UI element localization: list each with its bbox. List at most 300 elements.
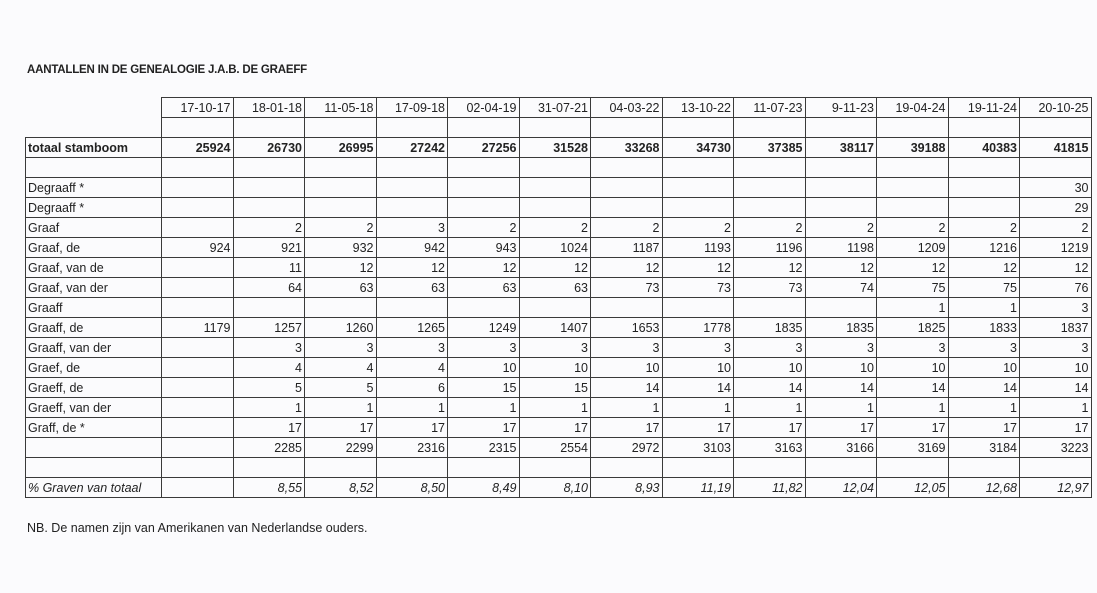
date-header: 17-09-18: [376, 98, 448, 118]
value-cell: 2: [734, 218, 806, 238]
value-cell: [948, 458, 1020, 478]
value-cell: 17: [448, 418, 520, 438]
table-row: [26, 178, 1092, 198]
table-row: [26, 418, 1092, 438]
value-cell: 1: [877, 298, 949, 318]
value-cell: 27242: [376, 138, 448, 158]
value-cell: 3163: [734, 438, 806, 458]
value-cell: 11,19: [662, 478, 734, 498]
value-cell: 3: [734, 338, 806, 358]
row-label: Graaf, van der: [26, 278, 162, 298]
value-cell: 3: [591, 338, 663, 358]
table-row: [26, 298, 1092, 318]
table-row: [26, 198, 1092, 218]
value-cell: 3: [233, 338, 305, 358]
value-cell: [448, 178, 520, 198]
value-cell: 1: [233, 398, 305, 418]
value-cell: [162, 458, 234, 478]
value-cell: [948, 178, 1020, 198]
value-cell: 8,93: [591, 478, 663, 498]
value-cell: [1020, 118, 1092, 138]
value-cell: [162, 158, 234, 178]
value-cell: 75: [948, 278, 1020, 298]
table-row: [26, 258, 1092, 278]
value-cell: 2: [877, 218, 949, 238]
value-cell: 8,52: [305, 478, 377, 498]
row-label: Graaff, van der: [26, 338, 162, 358]
value-cell: [448, 118, 520, 138]
date-header: 31-07-21: [519, 98, 591, 118]
value-cell: 40383: [948, 138, 1020, 158]
value-cell: [662, 298, 734, 318]
value-cell: [948, 118, 1020, 138]
value-cell: [376, 198, 448, 218]
value-cell: [448, 198, 520, 218]
value-cell: [805, 118, 877, 138]
date-header: 04-03-22: [591, 98, 663, 118]
row-label: Graaf, van de: [26, 258, 162, 278]
value-cell: 3169: [877, 438, 949, 458]
value-cell: [233, 298, 305, 318]
value-cell: [448, 298, 520, 318]
value-cell: [376, 458, 448, 478]
value-cell: 17: [1020, 418, 1092, 438]
value-cell: 17: [948, 418, 1020, 438]
value-cell: 3223: [1020, 438, 1092, 458]
value-cell: [591, 198, 663, 218]
value-cell: 75: [877, 278, 949, 298]
value-cell: 76: [1020, 278, 1092, 298]
value-cell: 1: [948, 398, 1020, 418]
value-cell: 10: [734, 358, 806, 378]
value-cell: 5: [305, 378, 377, 398]
value-cell: [448, 158, 520, 178]
value-cell: [1020, 158, 1092, 178]
value-cell: 4: [376, 358, 448, 378]
value-cell: 14: [734, 378, 806, 398]
value-cell: [805, 198, 877, 218]
row-label: Graaff, de: [26, 318, 162, 338]
value-cell: 3103: [662, 438, 734, 458]
value-cell: 2: [662, 218, 734, 238]
value-cell: 10: [1020, 358, 1092, 378]
value-cell: 2299: [305, 438, 377, 458]
value-cell: [519, 198, 591, 218]
value-cell: 924: [162, 238, 234, 258]
value-cell: 12,04: [805, 478, 877, 498]
value-cell: 1837: [1020, 318, 1092, 338]
table-row: [26, 138, 1092, 158]
corner-cell: [26, 98, 162, 118]
value-cell: 2: [591, 218, 663, 238]
value-cell: 12,05: [877, 478, 949, 498]
value-cell: 3: [376, 218, 448, 238]
value-cell: [162, 338, 234, 358]
value-cell: 932: [305, 238, 377, 258]
value-cell: [805, 458, 877, 478]
value-cell: 1179: [162, 318, 234, 338]
row-label: Degraaff *: [26, 198, 162, 218]
value-cell: 2: [948, 218, 1020, 238]
value-cell: 1209: [877, 238, 949, 258]
value-cell: [305, 198, 377, 218]
value-cell: 3: [376, 338, 448, 358]
value-cell: 17: [805, 418, 877, 438]
value-cell: 31528: [519, 138, 591, 158]
value-cell: 10: [662, 358, 734, 378]
value-cell: 2285: [233, 438, 305, 458]
value-cell: 3: [1020, 338, 1092, 358]
row-label: Graeff, de: [26, 378, 162, 398]
table-row: [26, 458, 1092, 478]
value-cell: 1778: [662, 318, 734, 338]
row-label: Graeff, van der: [26, 398, 162, 418]
value-cell: [233, 458, 305, 478]
value-cell: [662, 178, 734, 198]
row-label: Graff, de *: [26, 418, 162, 438]
value-cell: 12: [805, 258, 877, 278]
value-cell: 2: [448, 218, 520, 238]
value-cell: 14: [805, 378, 877, 398]
value-cell: [948, 158, 1020, 178]
value-cell: 1260: [305, 318, 377, 338]
value-cell: 12: [305, 258, 377, 278]
value-cell: 10: [805, 358, 877, 378]
value-cell: 1: [1020, 398, 1092, 418]
value-cell: [519, 178, 591, 198]
value-cell: [233, 118, 305, 138]
value-cell: 12: [519, 258, 591, 278]
row-label: [26, 438, 162, 458]
value-cell: 3: [805, 338, 877, 358]
value-cell: 2: [305, 218, 377, 238]
value-cell: 27256: [448, 138, 520, 158]
value-cell: [591, 298, 663, 318]
value-cell: 1219: [1020, 238, 1092, 258]
value-cell: 17: [734, 418, 806, 438]
value-cell: [162, 118, 234, 138]
value-cell: 12: [948, 258, 1020, 278]
value-cell: 1216: [948, 238, 1020, 258]
table-row: [26, 238, 1092, 258]
value-cell: 1: [591, 398, 663, 418]
value-cell: [162, 438, 234, 458]
row-label: % Graven van totaal: [26, 478, 162, 498]
value-cell: [305, 178, 377, 198]
value-cell: 1835: [805, 318, 877, 338]
value-cell: 37385: [734, 138, 806, 158]
value-cell: 30: [1020, 178, 1092, 198]
value-cell: [162, 258, 234, 278]
value-cell: 1: [877, 398, 949, 418]
value-cell: [305, 118, 377, 138]
value-cell: [162, 178, 234, 198]
value-cell: 1: [948, 298, 1020, 318]
table-row: [26, 158, 1092, 178]
value-cell: 12: [662, 258, 734, 278]
value-cell: [1020, 458, 1092, 478]
value-cell: 12: [448, 258, 520, 278]
date-header: 18-01-18: [233, 98, 305, 118]
value-cell: [162, 478, 234, 498]
document-title: AANTALLEN IN DE GENEALOGIE J.A.B. DE GRAEFF: [27, 64, 307, 76]
value-cell: 1825: [877, 318, 949, 338]
value-cell: 3184: [948, 438, 1020, 458]
table-row: [26, 438, 1092, 458]
value-cell: [734, 178, 806, 198]
value-cell: [305, 458, 377, 478]
value-cell: [734, 458, 806, 478]
value-cell: 3: [1020, 298, 1092, 318]
date-header: 11-05-18: [305, 98, 377, 118]
value-cell: 1: [376, 398, 448, 418]
value-cell: 34730: [662, 138, 734, 158]
table-row: [26, 218, 1092, 238]
value-cell: [162, 358, 234, 378]
value-cell: 3: [662, 338, 734, 358]
value-cell: 14: [591, 378, 663, 398]
value-cell: [734, 198, 806, 218]
value-cell: 11,82: [734, 478, 806, 498]
value-cell: [162, 418, 234, 438]
value-cell: 64: [233, 278, 305, 298]
value-cell: [162, 218, 234, 238]
value-cell: 8,49: [448, 478, 520, 498]
value-cell: 1257: [233, 318, 305, 338]
value-cell: 63: [305, 278, 377, 298]
date-header: 02-04-19: [448, 98, 520, 118]
value-cell: 8,10: [519, 478, 591, 498]
value-cell: 15: [519, 378, 591, 398]
value-cell: 38117: [805, 138, 877, 158]
row-label: Graef, de: [26, 358, 162, 378]
value-cell: 3: [305, 338, 377, 358]
value-cell: 3: [948, 338, 1020, 358]
value-cell: 5: [233, 378, 305, 398]
value-cell: 1: [305, 398, 377, 418]
value-cell: 14: [877, 378, 949, 398]
date-header: 20-10-25: [1020, 98, 1092, 118]
value-cell: [376, 178, 448, 198]
row-label: [26, 118, 162, 138]
value-cell: [448, 458, 520, 478]
table-row: [26, 378, 1092, 398]
value-cell: 6: [376, 378, 448, 398]
row-label: Graaf: [26, 218, 162, 238]
value-cell: [805, 178, 877, 198]
table-row: [26, 278, 1092, 298]
value-cell: 14: [948, 378, 1020, 398]
date-header: 11-07-23: [734, 98, 806, 118]
value-cell: [734, 298, 806, 318]
date-header: 19-04-24: [877, 98, 949, 118]
value-cell: 1: [448, 398, 520, 418]
value-cell: 1193: [662, 238, 734, 258]
value-cell: 10: [519, 358, 591, 378]
value-cell: [877, 458, 949, 478]
value-cell: 17: [662, 418, 734, 438]
value-cell: 10: [591, 358, 663, 378]
value-cell: 39188: [877, 138, 949, 158]
value-cell: 17: [233, 418, 305, 438]
value-cell: 2: [233, 218, 305, 238]
value-cell: 63: [376, 278, 448, 298]
value-cell: 15: [448, 378, 520, 398]
value-cell: 1024: [519, 238, 591, 258]
value-cell: 10: [448, 358, 520, 378]
row-label: Degraaff *: [26, 178, 162, 198]
value-cell: 74: [805, 278, 877, 298]
value-cell: 12,68: [948, 478, 1020, 498]
value-cell: 10: [877, 358, 949, 378]
value-cell: [591, 458, 663, 478]
value-cell: 12: [877, 258, 949, 278]
value-cell: 1407: [519, 318, 591, 338]
value-cell: 17: [591, 418, 663, 438]
table-row: [26, 358, 1092, 378]
genealogy-counts-table: [25, 97, 1092, 498]
value-cell: 10: [948, 358, 1020, 378]
value-cell: 3: [448, 338, 520, 358]
value-cell: 29: [1020, 198, 1092, 218]
value-cell: 26995: [305, 138, 377, 158]
value-cell: 63: [448, 278, 520, 298]
value-cell: [805, 298, 877, 318]
value-cell: [233, 178, 305, 198]
value-cell: 1196: [734, 238, 806, 258]
row-label: [26, 158, 162, 178]
value-cell: [662, 198, 734, 218]
footnote: NB. De namen zijn van Amerikanen van Nederlandse ouders.: [27, 521, 368, 535]
value-cell: 41815: [1020, 138, 1092, 158]
table-row: [26, 318, 1092, 338]
value-cell: 2316: [376, 438, 448, 458]
value-cell: [162, 398, 234, 418]
table-row: [26, 338, 1092, 358]
value-cell: [662, 118, 734, 138]
value-cell: 17: [877, 418, 949, 438]
value-cell: 12: [1020, 258, 1092, 278]
value-cell: [233, 198, 305, 218]
value-cell: [948, 198, 1020, 218]
value-cell: [519, 118, 591, 138]
value-cell: [233, 158, 305, 178]
value-cell: [805, 158, 877, 178]
value-cell: 73: [591, 278, 663, 298]
row-label: [26, 458, 162, 478]
value-cell: 12,97: [1020, 478, 1092, 498]
value-cell: 73: [734, 278, 806, 298]
value-cell: 1187: [591, 238, 663, 258]
value-cell: 8,55: [233, 478, 305, 498]
row-label: Graaff: [26, 298, 162, 318]
value-cell: 25924: [162, 138, 234, 158]
value-cell: [877, 158, 949, 178]
value-cell: 2: [1020, 218, 1092, 238]
value-cell: 4: [233, 358, 305, 378]
value-cell: 2972: [591, 438, 663, 458]
value-cell: 2554: [519, 438, 591, 458]
value-cell: 943: [448, 238, 520, 258]
value-cell: 1: [662, 398, 734, 418]
value-cell: [591, 158, 663, 178]
value-cell: [519, 298, 591, 318]
value-cell: 1835: [734, 318, 806, 338]
value-cell: 26730: [233, 138, 305, 158]
value-cell: 4: [305, 358, 377, 378]
value-cell: 2: [519, 218, 591, 238]
value-cell: [734, 158, 806, 178]
value-cell: [162, 378, 234, 398]
value-cell: 1249: [448, 318, 520, 338]
value-cell: 3: [519, 338, 591, 358]
value-cell: 17: [305, 418, 377, 438]
value-cell: 17: [519, 418, 591, 438]
value-cell: [305, 158, 377, 178]
table-row: [26, 118, 1092, 138]
value-cell: 11: [233, 258, 305, 278]
value-cell: [305, 298, 377, 318]
value-cell: 1: [519, 398, 591, 418]
value-cell: 1833: [948, 318, 1020, 338]
value-cell: 12: [734, 258, 806, 278]
table-row: [26, 478, 1092, 498]
value-cell: [662, 158, 734, 178]
value-cell: [662, 458, 734, 478]
value-cell: [877, 118, 949, 138]
row-label: Graaf, de: [26, 238, 162, 258]
value-cell: 2: [805, 218, 877, 238]
value-cell: 1653: [591, 318, 663, 338]
value-cell: 12: [591, 258, 663, 278]
value-cell: [519, 158, 591, 178]
value-cell: 1: [734, 398, 806, 418]
value-cell: [376, 158, 448, 178]
value-cell: 1198: [805, 238, 877, 258]
value-cell: 73: [662, 278, 734, 298]
value-cell: 8,50: [376, 478, 448, 498]
value-cell: [162, 278, 234, 298]
value-cell: [376, 118, 448, 138]
table-row: [26, 398, 1092, 418]
value-cell: 921: [233, 238, 305, 258]
value-cell: [877, 198, 949, 218]
value-cell: [162, 198, 234, 218]
header-row: [26, 98, 1092, 118]
value-cell: [877, 178, 949, 198]
date-header: 13-10-22: [662, 98, 734, 118]
value-cell: [591, 178, 663, 198]
value-cell: 1265: [376, 318, 448, 338]
value-cell: 12: [376, 258, 448, 278]
value-cell: 1: [805, 398, 877, 418]
value-cell: [162, 298, 234, 318]
value-cell: 17: [376, 418, 448, 438]
value-cell: 3: [877, 338, 949, 358]
value-cell: 3166: [805, 438, 877, 458]
date-header: 17-10-17: [162, 98, 234, 118]
value-cell: [519, 458, 591, 478]
value-cell: [734, 118, 806, 138]
value-cell: 14: [662, 378, 734, 398]
row-label: totaal stamboom: [26, 138, 162, 158]
date-header: 19-11-24: [948, 98, 1020, 118]
value-cell: 33268: [591, 138, 663, 158]
value-cell: 14: [1020, 378, 1092, 398]
date-header: 9-11-23: [805, 98, 877, 118]
value-cell: 2315: [448, 438, 520, 458]
value-cell: [376, 298, 448, 318]
